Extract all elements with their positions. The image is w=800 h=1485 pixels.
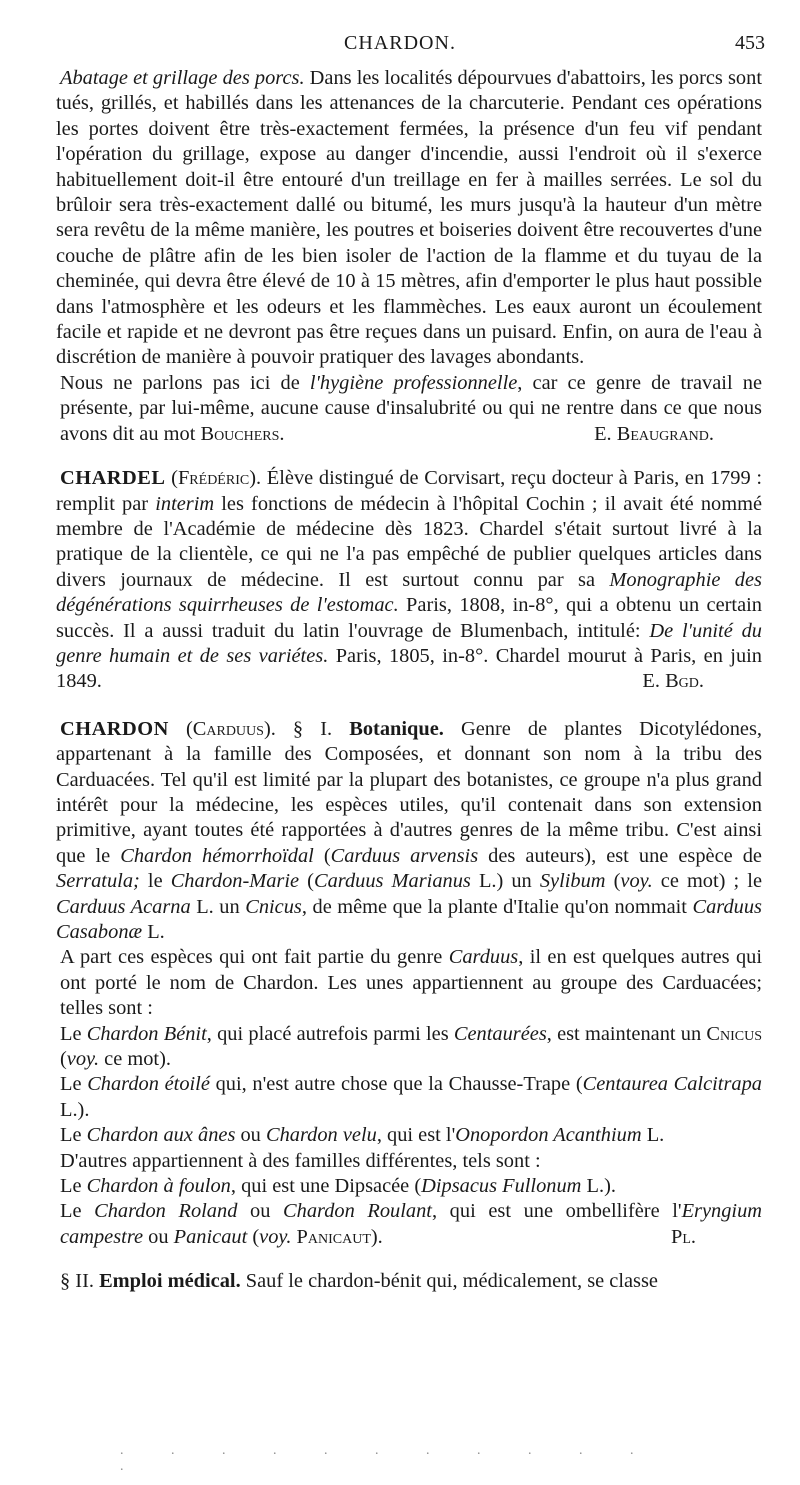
run-italic: Serratula; (56, 870, 140, 893)
run-text: , qui est une Dipsacée ( (230, 1175, 422, 1198)
run-italic: Chardon hémorrhoïdal (120, 844, 314, 867)
run-text: ou (235, 1124, 266, 1147)
run-italic: Panicaut (173, 1225, 248, 1248)
run-text: L.) un (470, 870, 540, 893)
author-signature: E. Bgd. (642, 670, 704, 693)
run-italic: Dipsacus Fullonum (421, 1175, 582, 1198)
run-italic: Onopordon Acanthium (455, 1124, 642, 1147)
cross-reference: Cnicus (706, 1022, 763, 1045)
run-italic: Chardon Roland (94, 1200, 238, 1223)
run-text: ou (237, 1200, 284, 1223)
run-text: , car ce genre de travail ne présente, par lui-même, aucune cause d'insalubrité ou qui ne rentre dans ce que nous avons dit au mot (60, 371, 762, 445)
run-italic: Carduus (448, 946, 519, 969)
run-text: L.). (581, 1175, 616, 1198)
author-signature: Pl. (671, 1225, 696, 1248)
run-italic: Sylibum (539, 870, 606, 893)
list-item-chardon-anes (56, 1123, 762, 1148)
run-italic: Monographie des dégénérations squirrheuses de l'estomac. (56, 568, 762, 617)
run-italic: Carduus Marianus (313, 870, 471, 893)
run-italic: Carduus Acarna (56, 895, 191, 918)
run-text: D'autres appartiennent à des familles différentes, tels sont : (60, 1149, 541, 1172)
run-text: ce mot) ; le (652, 870, 762, 893)
run-italic: l'hygiène professionnelle (309, 371, 518, 394)
entry-headword: CHARDEL (60, 467, 166, 490)
run-text: ). Élève distingué de Corvisart, reçu docteur à Paris, en 1799 : remplit par (56, 467, 762, 515)
run-text: ( (605, 870, 621, 893)
run-italic: Cnicus (245, 895, 302, 918)
run-text: ( (168, 717, 193, 740)
section-heading: Emploi médical. (99, 1270, 241, 1293)
article-body (56, 66, 762, 1295)
run-italic: Chardon aux ânes (86, 1124, 236, 1147)
author-signature: E. Beaugrand. (594, 422, 714, 445)
run-text: le (139, 870, 171, 893)
list-item-chardon-benit (56, 1022, 762, 1073)
run-text: L. (641, 1124, 665, 1147)
run-text: ce mot). (99, 1048, 171, 1071)
run-text: , qui est l' (376, 1124, 456, 1147)
run-italic: Carduus arvensis (330, 844, 479, 867)
run-text: , est maintenant un (546, 1022, 707, 1045)
paragraph-hygiene (56, 371, 762, 447)
run-text: Sauf le chardon-bénit qui, médicalement, se classe (240, 1270, 658, 1293)
run-text: , il en est quelques autres qui ont porté le nom de Chardon. Les unes appartiennent au groupe des Carduacées; telles sont : (60, 946, 763, 1020)
paragraph-emploi-medical (56, 1269, 762, 1294)
run-italic: voy. (66, 1048, 100, 1071)
page-number: 453 (735, 32, 765, 54)
run-text: Le (60, 1175, 87, 1198)
run-text: ( (299, 870, 314, 893)
spacer (56, 695, 762, 717)
run-text: A part ces espèces qui ont fait partie du genre (60, 946, 449, 969)
list-item-chardon-etoile (56, 1072, 762, 1123)
spacer (56, 447, 762, 466)
section-heading: Botanique. (349, 717, 444, 740)
run-italic: Chardon velu (265, 1124, 377, 1147)
list-item-chardon-roland (56, 1199, 762, 1250)
run-text: ). (370, 1225, 383, 1248)
run-italic: voy. (259, 1225, 292, 1248)
run-smallcaps: Frédéric (177, 467, 250, 490)
run-italic: Chardon Bénit (86, 1022, 207, 1045)
run-italic: interim (155, 492, 215, 515)
run-text: ou (143, 1225, 174, 1248)
run-text: § II. (60, 1270, 100, 1293)
run-italic: voy. (620, 870, 653, 893)
run-italic: Chardon étoilé (87, 1073, 210, 1096)
run-italic: Centaurea Calcitrapa (582, 1073, 762, 1096)
run-italic: Chardon Roulant (283, 1200, 432, 1223)
run-text: L. un (190, 895, 246, 918)
run-italic: Centaurées (453, 1022, 547, 1045)
running-head (0, 32, 800, 58)
run-text: L.). (60, 1098, 90, 1121)
list-item-chardon-foulon (56, 1174, 762, 1199)
entry-headword: CHARDON (60, 717, 169, 740)
run-text: , qui est une ombellifère l' (431, 1200, 682, 1223)
cross-reference: Bouchers (200, 422, 280, 445)
run-text: Dans les localités dépourvues d'abattoirs, les porcs sont tués, grillés, et habillés dans les attenances de la charcuterie. Pendant ces opérations les portes doivent être très-exactement fermées, la présence d'un feu vif pendant l'opération du grillage, expose au danger d'incendie, aussi l'endroit où il s'exerce habituellement doit-il être entouré d'un treillage en fer à mailles serrées. Le sol du brûloir sera très-exactement dallé ou bitumé, les murs jusqu'à la hauteur d'un mètre sera revêtu de la même manière, les poutres et boiseries doivent être recouvertes d'une couche de plâtre afin de les bien isoler de l'action de la flamme et du tuyau de la cheminée, qui devra être élevé de 10 à 15 mètres, afin d'emporter le plus haut possible dans l'atmosphère et les odeurs et les flammèches. Les eaux auront un écoulement facile et rapide et ne devront pas être reçues dans un puisard. Enfin, on aura de l'eau à discrétion de manière à pouvoir pratiquer des lavages abondants. (56, 67, 762, 369)
run-text: Paris, 1805, in-8°. Chardel mourut à Paris, en juin 1849. (56, 644, 762, 693)
run-text: des auteurs), est une espèce de (478, 844, 762, 867)
run-text: . (279, 422, 285, 445)
run-smallcaps: Carduus (192, 717, 264, 740)
run-text: Le (60, 1124, 87, 1147)
run-text: les fonctions de médecin à l'hôpital Cochin ; il avait été nommé membre de l'Académie de médecine dès 1823. Chardel s'était surtout livré à la pratique de la clientèle, ce qui ne l'a pas empêché de publier quelques articles dans divers journaux de médecine. Il est surtout connu par sa (56, 492, 763, 591)
run-text: qui, n'est autre chose que la Chausse-Trape ( (209, 1073, 583, 1096)
run-text: ( (313, 844, 331, 867)
running-title: CHARDON. (344, 32, 456, 54)
run-text: Genre de plantes Dicotylédones, appartenant à la famille des Composées, et donnant son nom à la tribu des Carduacées. Tel qu'il est limité par la plupart des botanistes, ce groupe n'a plus grand intérêt pour la médecine, les espèces utiles, qu'il contenait dans son extension primitive, ayant toutes été rapportées à d'autres genres de la même tribu. C'est ainsi que le (56, 717, 763, 867)
spacer (56, 1250, 762, 1269)
run-italic: Carduus Casabonæ (56, 895, 762, 943)
run-text: L. (142, 921, 165, 943)
entry-chardon (56, 717, 762, 946)
page-bottom-specks: . . . . . . . . . . . . (120, 1443, 656, 1474)
paragraph-abatage (56, 66, 762, 371)
run-text: Le (60, 1073, 88, 1096)
run-italic: Eryngium campestre (60, 1200, 763, 1248)
run-heading: Abatage et grillage des porcs. (60, 67, 305, 89)
run-text: ). § I. (263, 717, 350, 740)
run-text: Paris, 1808, in-8°, qui a obtenu un certain succès. Il a aussi traduit du latin l'ouvrage de Blumenbach, intitulé: (56, 594, 762, 642)
run-text: Le (60, 1200, 95, 1223)
run-italic: Chardon à foulon (86, 1175, 231, 1198)
run-text: , de même que la plante d'Italie qu'on nommait (301, 895, 693, 918)
run-text: Le (60, 1022, 87, 1045)
cross-reference: Panicaut (296, 1225, 371, 1248)
run-italic: Chardon-Marie (170, 870, 300, 893)
paragraph-carduus (56, 945, 762, 1021)
entry-chardel (56, 466, 762, 695)
run-text: ( (165, 467, 178, 490)
run-text: ( (60, 1048, 67, 1071)
run-italic: De l'unité du genre humain et de ses variétes. (56, 619, 762, 667)
paragraph-autres-familles (56, 1149, 762, 1174)
run-text: , qui placé autrefois parmi les (206, 1022, 454, 1045)
run-text: ( (247, 1225, 260, 1248)
run-text: Nous ne parlons pas ici de (60, 371, 310, 394)
